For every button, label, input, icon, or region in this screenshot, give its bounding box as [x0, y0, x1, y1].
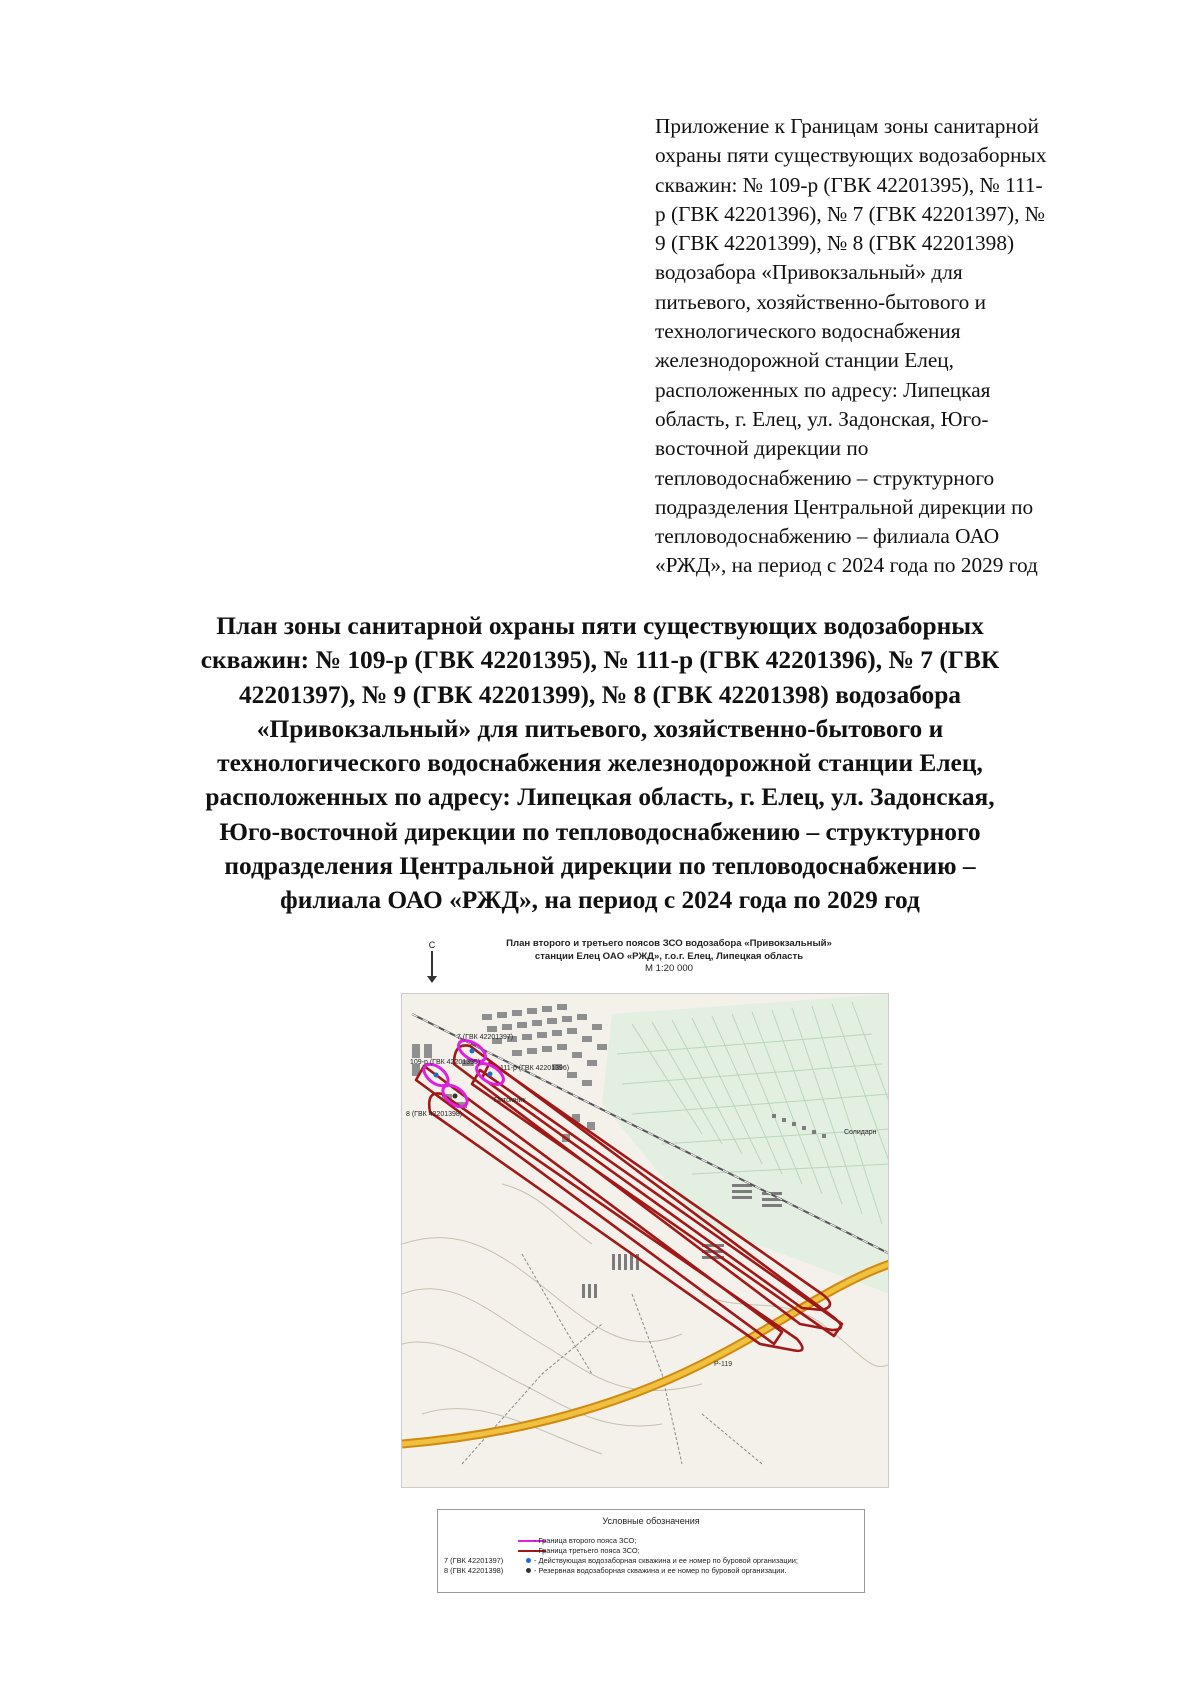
title-line: расположенных по адресу: Липецкая область, г. Елец, ул. Задонская, [205, 783, 995, 812]
appendix-line: «РЖД», на период с 2024 года по 2029 год [655, 553, 1038, 578]
appendix-line: тепловодоснабжению – структурного [655, 465, 995, 490]
appendix-line: 9 (ГВК 42201399), № 8 (ГВК 42201398) [655, 231, 1015, 256]
legend-row-reserve-well [444, 1566, 860, 1576]
document-title [0, 609, 1200, 918]
legend-row-third-belt [444, 1546, 860, 1556]
appendix-header [655, 112, 1125, 581]
well-label: 109-р (ГВК 42201395) [410, 1059, 481, 1066]
north-label: С [428, 940, 436, 950]
well-marker [453, 1094, 458, 1099]
title-line: 42201397), № 9 (ГВК 42201399), № 8 (ГВК 42201398) водозабора [238, 680, 962, 709]
map-figure [401, 937, 889, 1672]
legend-text: - Граница второго пояса ЗСО; [534, 1536, 637, 1545]
appendix-line: железнодорожной станции Елец, [655, 348, 954, 373]
title-line: «Привокзальный» для питьевого, хозяйственно-бытового и [256, 714, 944, 743]
north-arrow-icon [431, 951, 433, 981]
place-label: Питомник [494, 1097, 526, 1104]
appendix-line: подразделения Центральной дирекции по [655, 494, 1034, 519]
appendix-line: питьевого, хозяйственно-бытового и [655, 289, 987, 314]
active-well-icon [526, 1558, 531, 1563]
legend-text: - Действующая водозаборная скважина и ее номер по буровой организации; [534, 1556, 798, 1565]
map-image [401, 993, 889, 1488]
appendix-line: тепловодоснабжению – филиала ОАО [655, 524, 1000, 549]
map-header [401, 937, 889, 993]
title-line: филиала ОАО «РЖД», на период с 2024 года по 2029 год [280, 886, 920, 915]
appendix-line: Приложение к Границам зоны санитарной [655, 114, 1039, 138]
appendix-line: восточной дирекции по [655, 436, 869, 461]
map-canvas [402, 994, 889, 1488]
well-label: 8 (ГВК 42201398) [406, 1111, 463, 1118]
appendix-line: скважин: № 109-р (ГВК 42201395), № 111- [655, 172, 1043, 197]
legend-text: - Резервная водозаборная скважина и ее номер по буровой организации. [534, 1566, 787, 1575]
appendix-line: охраны пяти существующих водозаборных [655, 143, 1047, 168]
title-line: подразделения Центральной дирекции по тепловодоснабжению – [224, 852, 976, 881]
title-line: План зоны санитарной охраны пяти существующих водозаборных [216, 612, 984, 640]
title-line: технологического водоснабжения железнодорожной станции Елец, [217, 749, 983, 778]
legend-title: Условные обозначения [602, 1516, 700, 1526]
appendix-line: водозабора «Привокзальный» для [655, 260, 963, 285]
well-marker [434, 1073, 439, 1078]
legend-text: - Граница третьего пояса ЗСО; [534, 1546, 640, 1555]
legend-code: 7 (ГВК 42201397) [444, 1556, 504, 1565]
place-label: Солидарн [844, 1129, 877, 1136]
well-marker [488, 1072, 493, 1077]
reserve-well-icon [526, 1568, 531, 1573]
appendix-line: р (ГВК 42201396), № 7 (ГВК 42201397), № [655, 201, 1046, 226]
map-title [449, 938, 889, 976]
legend-row-active-well [444, 1556, 860, 1566]
map-legend [437, 1509, 865, 1593]
well-marker [470, 1049, 475, 1054]
map-title-line2: станции Елец ОАО «РЖД», г.о.г. Елец, Липецкая область [534, 950, 804, 962]
legend-code: 8 (ГВК 42201398) [444, 1566, 504, 1575]
legend-row-second-belt [444, 1536, 860, 1546]
well-label: 111-р (ГВК 42201396) [500, 1065, 570, 1072]
road-label: Р-119 [714, 1361, 733, 1368]
well-label: 7 (ГВК 42201397) [457, 1034, 514, 1041]
title-line: скважин: № 109-р (ГВК 42201395), № 111-р (ГВК 42201396), № 7 (ГВК [200, 646, 1000, 675]
map-title-line1: План второго и третьего поясов ЗСО водозабора «Привокзальный» [506, 938, 832, 949]
title-line: Юго-восточной дирекции по тепловодоснабжению – структурного [219, 817, 981, 846]
map-scale: М 1:20 000 [644, 963, 693, 974]
appendix-line: область, г. Елец, ул. Задонская, Юго- [655, 406, 989, 431]
appendix-line: технологического водоснабжения [655, 319, 961, 344]
appendix-line: расположенных по адресу: Липецкая [655, 377, 991, 402]
